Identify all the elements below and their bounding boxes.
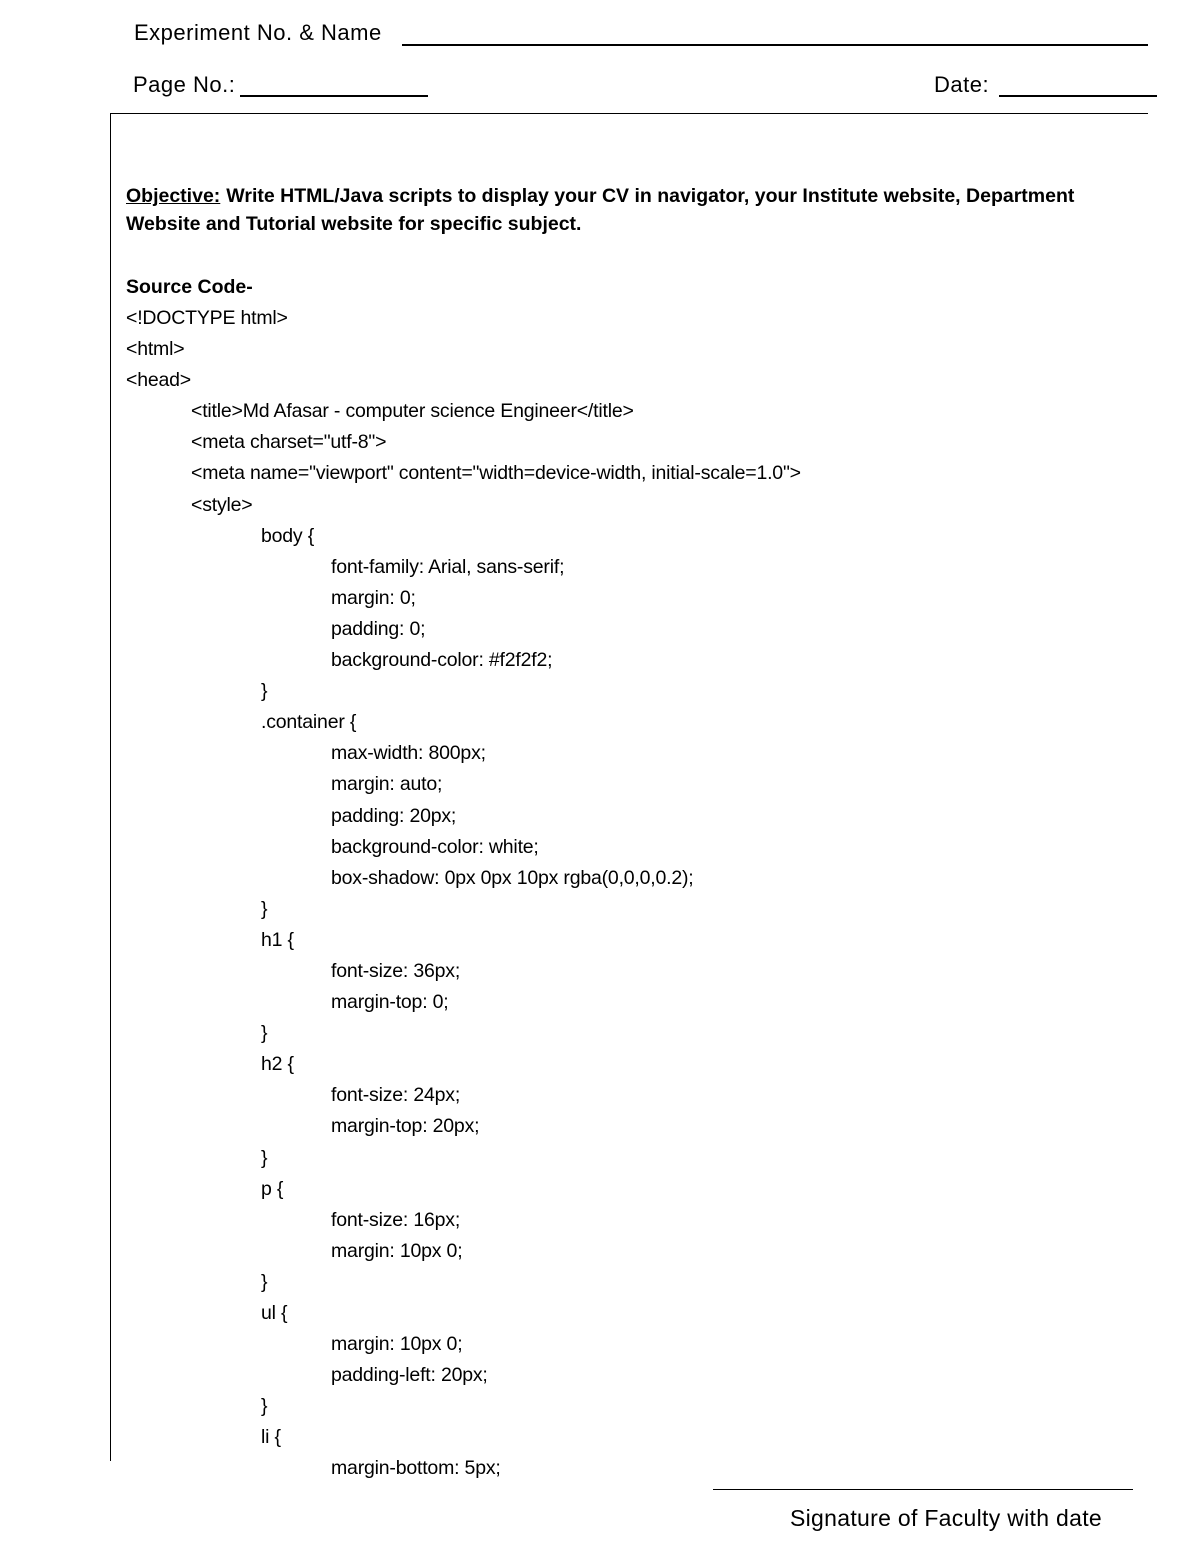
code-line: padding: 0; — [331, 617, 426, 640]
signature-label: Signature of Faculty with date — [790, 1505, 1102, 1531]
frame-left-border — [110, 113, 111, 1461]
code-line: max-width: 800px; — [331, 742, 486, 765]
code-line: box-shadow: 0px 0px 10px rgba(0,0,0,0.2); — [331, 866, 694, 889]
code-line: } — [261, 1270, 268, 1293]
code-line: <meta name="viewport" content="width=device-width, initial-scale=1.0"> — [191, 462, 801, 485]
code-line: <title>Md Afasar - computer science Engineer</title> — [191, 400, 634, 423]
code-line: .container { — [261, 711, 357, 734]
code-line: <!DOCTYPE html> — [126, 307, 288, 329]
code-line: body { — [261, 524, 315, 547]
code-line: margin: 10px 0; — [331, 1239, 463, 1262]
code-line: <style> — [191, 493, 253, 516]
code-line: } — [261, 1146, 268, 1169]
code-line: margin-top: 0; — [331, 991, 449, 1014]
date-label: Date: — [934, 72, 990, 97]
code-line: } — [261, 1395, 268, 1418]
code-line: <meta charset="utf-8"> — [191, 431, 387, 454]
experiment-label: Experiment No. & Name — [134, 20, 382, 45]
code-line: font-size: 36px; — [331, 959, 461, 982]
page-number-line — [240, 95, 428, 97]
code-line: } — [261, 680, 268, 703]
code-line: margin: 0; — [331, 586, 416, 609]
code-line: font-size: 24px; — [331, 1084, 461, 1107]
code-line: <head> — [126, 369, 191, 392]
code-line: margin: auto; — [331, 773, 443, 796]
code-line: padding: 20px; — [331, 804, 457, 827]
code-line: <html> — [126, 338, 185, 361]
document-body — [126, 182, 1126, 1485]
code-line: h1 { — [261, 928, 294, 951]
code-line: margin-bottom: 5px; — [331, 1457, 501, 1480]
code-line: padding-left: 20px; — [331, 1364, 488, 1387]
code-line: font-size: 16px; — [331, 1208, 461, 1231]
frame-top-border — [110, 113, 1148, 114]
code-line: } — [261, 897, 268, 920]
code-line: background-color: #f2f2f2; — [331, 649, 553, 672]
code-line: p { — [261, 1177, 284, 1200]
objective-label: Objective: — [126, 185, 221, 207]
code-line: h2 { — [261, 1053, 294, 1076]
objective-text: Write HTML/Java scripts to display your CV in navigator, your Institute website, Department Website and Tutorial website for specific subject. — [126, 185, 1075, 235]
code-line: font-family: Arial, sans-serif; — [331, 555, 565, 578]
code-line: } — [261, 1022, 268, 1045]
code-line: li { — [261, 1426, 281, 1449]
code-line: margin: 10px 0; — [331, 1333, 463, 1356]
source-code-block — [126, 303, 1126, 1485]
code-line: background-color: white; — [331, 835, 539, 858]
objective-paragraph — [126, 182, 1126, 238]
date-line — [999, 95, 1157, 97]
code-line: margin-top: 20px; — [331, 1115, 480, 1138]
page-number-label: Page No.: — [133, 72, 236, 97]
code-line: ul { — [261, 1302, 288, 1324]
experiment-name-line — [402, 44, 1148, 46]
signature-line — [713, 1489, 1133, 1490]
source-code-title: Source Code- — [126, 276, 253, 298]
